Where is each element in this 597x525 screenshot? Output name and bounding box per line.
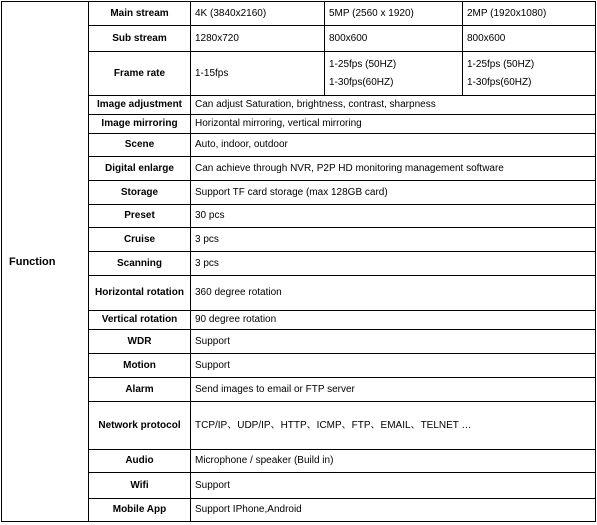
function-spec-table [1,1,596,522]
row-label: Scene [89,134,191,157]
value-cell: 5MP (2560 x 1920) [325,2,463,26]
spec-row-network-protocol [2,402,596,450]
spec-row-preset [2,205,596,228]
value-cell: Horizontal mirroring, vertical mirroring [191,115,596,134]
row-label: Digital enlarge [89,157,191,181]
row-label: Network protocol [89,402,191,450]
value-cell: Send images to email or FTP server [191,378,596,402]
row-label: Mobile App [89,499,191,522]
row-label: Image mirroring [89,115,191,134]
group-label-function: Function [2,2,89,522]
spec-row-wifi [2,473,596,499]
row-label: Scanning [89,252,191,276]
value-cell: Support IPhone,Android [191,499,596,522]
value-cell: Support [191,354,596,378]
row-label: WDR [89,330,191,354]
row-label: Image adjustment [89,96,191,115]
value-cell: 4K (3840x2160) [191,2,325,26]
value-cell: 1-15fps [191,52,325,96]
value-cell [463,52,596,96]
spec-row-audio [2,450,596,473]
spec-row-mobile-app [2,499,596,522]
spec-row-digital-enlarge [2,157,596,181]
spec-row-scene [2,134,596,157]
value-line: 1-25fps (50HZ) [329,58,397,70]
row-label: Alarm [89,378,191,402]
row-label: Frame rate [89,52,191,96]
spec-row-image-mirroring [2,115,596,134]
value-cell: Can achieve through NVR, P2P HD monitoring management software [191,157,596,181]
row-label: Audio [89,450,191,473]
row-label: Vertical rotation [89,311,191,330]
spec-row-image-adjustment [2,96,596,115]
row-label: Storage [89,181,191,205]
spec-row-frame-rate [2,52,596,96]
row-label: Wifi [89,473,191,499]
value-cell: 1280x720 [191,26,325,52]
row-label: Motion [89,354,191,378]
value-cell [325,52,463,96]
spec-row-wdr [2,330,596,354]
spec-row-main-stream [2,2,596,26]
value-cell: 800x600 [325,26,463,52]
value-cell: Microphone / speaker (Build in) [191,450,596,473]
value-cell: Support [191,473,596,499]
value-line: 1-25fps (50HZ) [467,58,535,70]
row-label: Horizontal rotation [89,276,191,311]
spec-row-cruise [2,228,596,252]
row-label: Preset [89,205,191,228]
row-label: Sub stream [89,26,191,52]
value-cell: 360 degree rotation [191,276,596,311]
value-cell: 30 pcs [191,205,596,228]
spec-row-horizontal-rotation [2,276,596,311]
value-cell: Support TF card storage (max 128GB card) [191,181,596,205]
spec-row-alarm [2,378,596,402]
value-cell: TCP/IP、UDP/IP、HTTP、ICMP、FTP、EMAIL、TELNET … [191,402,596,450]
value-line: 1-30fps(60HZ) [467,76,532,88]
value-cell: 3 pcs [191,228,596,252]
spec-row-vertical-rotation [2,311,596,330]
value-cell: 2MP (1920x1080) [463,2,596,26]
value-cell: 800x600 [463,26,596,52]
row-label: Cruise [89,228,191,252]
spec-row-storage [2,181,596,205]
value-line: 1-30fps(60HZ) [329,76,394,88]
spec-row-scanning [2,252,596,276]
spec-row-motion [2,354,596,378]
value-cell: Auto, indoor, outdoor [191,134,596,157]
value-cell: 3 pcs [191,252,596,276]
value-cell: Support [191,330,596,354]
value-cell: Can adjust Saturation, brightness, contrast, sharpness [191,96,596,115]
row-label: Main stream [89,2,191,26]
value-cell: 90 degree rotation [191,311,596,330]
spec-row-sub-stream [2,26,596,52]
